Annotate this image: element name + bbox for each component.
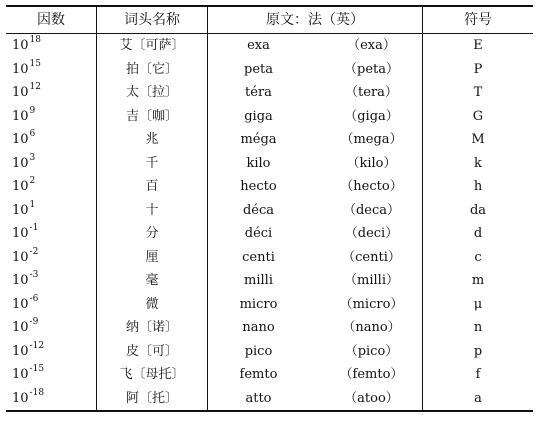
power-of-ten (12, 199, 35, 223)
original-french: nano (242, 320, 275, 335)
factor-cell (6, 222, 97, 246)
original-pair (208, 199, 422, 223)
factor-base: 10 (12, 343, 29, 359)
power-of-ten (12, 81, 41, 105)
original-english: （pico） (344, 343, 399, 359)
factor-base: 10 (12, 296, 29, 312)
factor-base: 10 (12, 202, 29, 218)
factor-exponent: 9 (29, 105, 36, 116)
power-of-ten (12, 269, 38, 293)
factor-base: 10 (12, 132, 29, 147)
original-english: （giga） (344, 108, 399, 124)
table-header (6, 6, 533, 34)
table-row (6, 152, 533, 176)
prefix-name-cell: 十 (97, 199, 208, 223)
factor-exponent: -9 (29, 317, 39, 327)
factor-base: 10 (12, 367, 29, 382)
original-french: exa (247, 38, 270, 53)
header-symbol: 符号 (423, 6, 534, 34)
factor-exponent: -12 (29, 340, 45, 351)
original-cell (208, 58, 423, 82)
power-of-ten (12, 222, 38, 246)
original-cell (208, 152, 423, 176)
header-prefix-name: 词头名称 (97, 6, 208, 34)
factor-base: 10 (12, 108, 29, 124)
original-french: milli (244, 273, 273, 288)
prefix-name-cell: 分 (97, 222, 208, 246)
table-row (6, 58, 533, 82)
original-cell (208, 316, 423, 340)
original-english: （centi） (342, 249, 401, 265)
original-pair (208, 152, 422, 176)
original-english: （mega） (340, 132, 403, 147)
factor-base: 10 (12, 179, 29, 194)
symbol-cell: a (423, 387, 534, 412)
factor-cell (6, 81, 97, 105)
factor-cell (6, 316, 97, 340)
table-row (6, 199, 533, 223)
factor-exponent: -18 (29, 387, 45, 398)
power-of-ten (12, 316, 38, 340)
original-pair (208, 293, 422, 317)
header-factor: 因数 (6, 6, 97, 34)
original-english: （tera） (345, 85, 398, 100)
original-pair (208, 316, 422, 340)
table-row (6, 34, 533, 58)
factor-cell (6, 152, 97, 176)
original-cell (208, 387, 423, 412)
original-french: téra (245, 85, 272, 100)
factor-cell (6, 340, 97, 364)
factor-cell (6, 105, 97, 129)
original-cell (208, 293, 423, 317)
original-pair (208, 363, 422, 387)
prefix-name-cell: 兆 (97, 128, 208, 152)
factor-base: 10 (12, 155, 29, 171)
table-row (6, 316, 533, 340)
original-pair (208, 387, 422, 411)
original-pair (208, 58, 422, 82)
symbol-cell: P (423, 58, 534, 82)
factor-exponent: 2 (29, 176, 36, 186)
prefix-name-cell: 吉〔咖〕 (97, 105, 208, 129)
factor-base: 10 (12, 61, 29, 77)
symbol-cell: T (423, 81, 534, 105)
original-pair (208, 128, 422, 152)
original-english: （exa） (347, 38, 396, 53)
factor-base: 10 (12, 249, 29, 265)
original-pair (208, 105, 422, 129)
power-of-ten (12, 105, 35, 129)
factor-exponent: -2 (29, 246, 39, 257)
table-row (6, 363, 533, 387)
original-english: （femto） (339, 367, 404, 382)
power-of-ten (12, 58, 41, 82)
table-row (6, 269, 533, 293)
original-english: （milli） (344, 273, 399, 288)
table-row (6, 246, 533, 270)
si-prefix-table-container (6, 5, 530, 412)
symbol-cell: m (423, 269, 534, 293)
original-english: （atoo） (344, 390, 399, 406)
symbol-cell: f (423, 363, 534, 387)
symbol-cell: c (423, 246, 534, 270)
factor-exponent: 6 (29, 129, 36, 139)
factor-cell (6, 269, 97, 293)
factor-cell (6, 175, 97, 199)
original-french: micro (239, 296, 278, 312)
prefix-name-cell: 阿〔托〕 (97, 387, 208, 412)
original-french: déci (244, 226, 273, 241)
table-row (6, 175, 533, 199)
original-pair (208, 222, 422, 246)
factor-exponent: -1 (29, 223, 39, 233)
original-english: （peta） (344, 61, 399, 77)
symbol-cell: n (423, 316, 534, 340)
power-of-ten (12, 363, 44, 387)
original-cell (208, 34, 423, 58)
table-row (6, 340, 533, 364)
factor-base: 10 (12, 273, 29, 288)
original-french: méga (240, 132, 277, 147)
original-cell (208, 128, 423, 152)
original-french: femto (239, 367, 278, 382)
factor-exponent: -3 (29, 270, 39, 280)
factor-exponent: 3 (29, 152, 36, 163)
original-french: giga (244, 108, 273, 124)
original-english: （deca） (342, 202, 401, 218)
prefix-name-cell: 微 (97, 293, 208, 317)
prefix-name-cell: 千 (97, 152, 208, 176)
factor-base: 10 (12, 320, 29, 335)
power-of-ten (12, 293, 38, 317)
power-of-ten (12, 340, 44, 364)
factor-exponent: 18 (29, 35, 41, 45)
prefix-name-cell: 太〔拉〕 (97, 81, 208, 105)
factor-cell (6, 363, 97, 387)
prefix-name-cell: 飞〔母托〕 (97, 363, 208, 387)
factor-cell (6, 58, 97, 82)
table-row (6, 105, 533, 129)
prefix-name-cell: 毫 (97, 269, 208, 293)
original-pair (208, 246, 422, 270)
symbol-cell: h (423, 175, 534, 199)
factor-cell (6, 199, 97, 223)
table-body (6, 34, 533, 412)
original-french: centi (242, 249, 275, 265)
original-french: déca (242, 202, 275, 218)
factor-base: 10 (12, 85, 29, 100)
power-of-ten (12, 175, 35, 199)
original-french: kilo (246, 155, 271, 171)
symbol-cell: μ (423, 293, 534, 317)
original-pair (208, 81, 422, 105)
original-pair (208, 34, 422, 58)
table-row (6, 293, 533, 317)
prefix-name-cell: 厘 (97, 246, 208, 270)
table-row (6, 81, 533, 105)
original-cell (208, 246, 423, 270)
symbol-cell: d (423, 222, 534, 246)
symbol-cell: da (423, 199, 534, 223)
header-row (6, 6, 533, 34)
original-cell (208, 81, 423, 105)
factor-base: 10 (12, 226, 29, 241)
original-pair (208, 175, 422, 199)
original-pair (208, 269, 422, 293)
original-cell (208, 222, 423, 246)
table-row (6, 128, 533, 152)
factor-exponent: 12 (29, 82, 41, 92)
factor-base: 10 (12, 38, 29, 53)
power-of-ten (12, 152, 35, 176)
original-english: （kilo） (346, 155, 397, 171)
factor-exponent: 15 (29, 58, 41, 69)
power-of-ten (12, 34, 41, 58)
factor-cell (6, 246, 97, 270)
original-cell (208, 363, 423, 387)
prefix-name-cell: 皮〔可〕 (97, 340, 208, 364)
power-of-ten (12, 387, 44, 411)
original-cell (208, 199, 423, 223)
original-cell (208, 175, 423, 199)
power-of-ten (12, 246, 38, 270)
symbol-cell: k (423, 152, 534, 176)
original-french: pico (244, 343, 273, 359)
table-row (6, 222, 533, 246)
si-prefix-table (6, 5, 533, 412)
factor-exponent: -15 (29, 364, 45, 374)
prefix-name-cell: 纳〔诺〕 (97, 316, 208, 340)
factor-base: 10 (12, 390, 29, 406)
original-french: atto (245, 390, 272, 406)
factor-exponent: 1 (29, 199, 36, 210)
original-english: （nano） (342, 320, 401, 335)
prefix-name-cell: 艾〔可萨〕 (97, 34, 208, 58)
original-pair (208, 340, 422, 364)
prefix-name-cell: 拍〔它〕 (97, 58, 208, 82)
original-french: hecto (240, 179, 277, 194)
power-of-ten (12, 128, 35, 152)
symbol-cell: p (423, 340, 534, 364)
factor-exponent: -6 (29, 293, 39, 304)
symbol-cell: E (423, 34, 534, 58)
factor-cell (6, 293, 97, 317)
original-cell (208, 269, 423, 293)
header-original: 原文：法（英） (208, 6, 423, 34)
factor-cell (6, 34, 97, 58)
symbol-cell: G (423, 105, 534, 129)
prefix-name-cell: 百 (97, 175, 208, 199)
factor-cell (6, 387, 97, 412)
original-cell (208, 340, 423, 364)
original-english: （micro） (339, 296, 404, 312)
original-french: peta (244, 61, 273, 77)
factor-cell (6, 128, 97, 152)
original-english: （deci） (344, 226, 399, 241)
symbol-cell: M (423, 128, 534, 152)
original-english: （hecto） (340, 179, 403, 194)
table-row (6, 387, 533, 412)
original-cell (208, 105, 423, 129)
